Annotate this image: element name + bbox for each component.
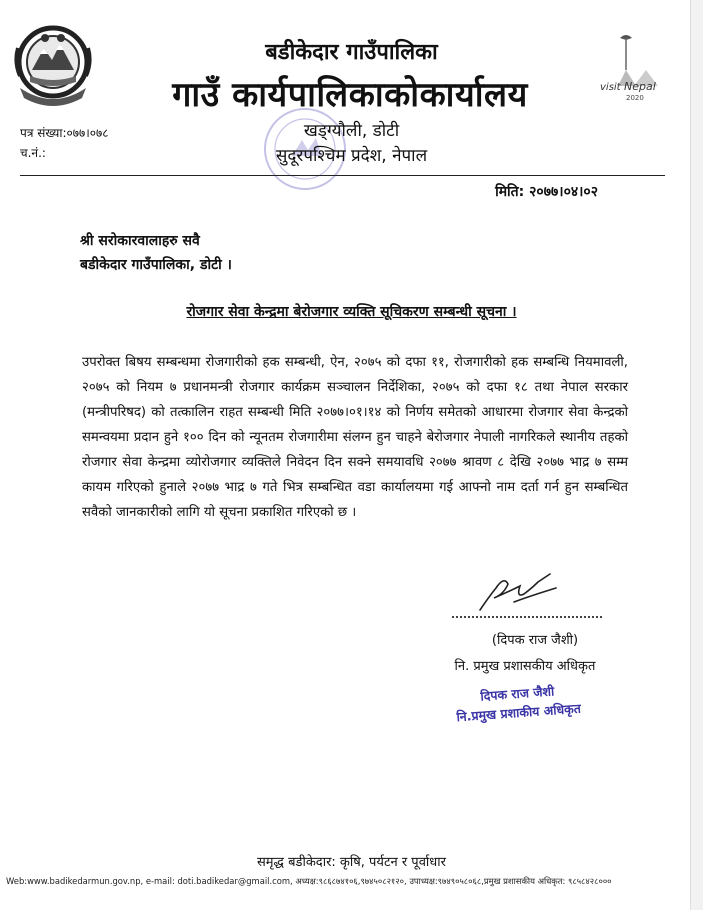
signer-title: नि. प्रमुख प्रशासकीय अधिकृत (454, 659, 596, 674)
dispatch-number: च.नं.: (20, 146, 46, 160)
subject-line (0, 302, 703, 321)
svg-text:visit: visit (600, 82, 621, 93)
reference-number: पत्र संख्या:०७७।०७८ (20, 126, 109, 140)
stamp-name: दिपक राज जैशी (479, 683, 555, 704)
header-divider (20, 175, 665, 176)
footer-contact: Web:www.badikedarmun.gov.np, e-mail: doti.badikedar@gmail.com, अध्यक्ष:९८६८७४१०६,९७४५०८२१२०, उपाध्यक्ष:९७४९०५८०६८,प्रमुख प्रशासकीय अधिकृत: ९८५८४२८००० (6, 876, 612, 886)
svg-text:Nepal: Nepal (624, 80, 656, 93)
letter-date: मिति: २०७७।०४।०२ (495, 184, 598, 200)
address-line-2: सुदूरपश्चिम प्रदेश, नेपाल (275, 146, 428, 166)
office-title: गाउँ कार्यपालिकाकोकार्यालय (172, 75, 528, 115)
stamp-title: नि.प्रमुख प्रशाकीय अधिकृत (455, 700, 582, 725)
subject-text: रोजगार सेवा केन्द्रमा बेरोजगार व्यक्ति सूचिकरण सम्बन्धी सूचना । (186, 304, 517, 320)
address-line-1: खड्ग्यौली, डोटी (303, 121, 400, 141)
svg-text:2020: 2020 (626, 94, 644, 102)
recipient-line-2: बडीकेदार गाउँपालिका, डोटी । (80, 257, 232, 273)
name-stamp (447, 679, 589, 727)
letter-body: उपरोक्त बिषय सम्बन्धमा रोजगारीको हक सम्बन्धी, ऐन, २०७५ को दफा ११, रोजगारीको हक सम्बन्धि नियमावली, २०७५ को नियम ७ प्रधानमन्त्री रोजगार कार्यक्रम सञ्चालन निर्देशिका, २०७५ को दफा १८ तथा नेपाल सरकार (मन्त्रीपरिषद) को तत्कालिन राहत सम्बन्धी मिति २०७७।०१।१४ को निर्णय समेतको आधारमा रोजगार सेवा केन्द्रको समन्वयमा प्रदान हुने १०० दिन को न्यूनतम रोजगारीमा संलग्न हुन चाहने बेरोजगार नेपाली नागरिकले स्थानीय तहको रोजगार सेवा केन्द्रमा व्योरोजगार व्यक्तिले निवेदन दिन सक्ने समयावधि २०७७ श्रावण ८ देखि २०७७ भाद्र ७ सम्म कायम गरिएको हुनाले २०७७ भाद्र ७ गते भित्र सम्बन्धित वडा कार्यालयमा गई आफ्नो नाम दर्ता गर्न हुन सम्बन्धित सवैको जानकारीको लागि यो सूचना प्रकाशित गरिएको छ । (82, 355, 628, 520)
signature-dotted-line (452, 616, 602, 618)
footer-tagline: समृद्ध बडीकेदार: कृषि, पर्यटन र पूर्वाधार (257, 855, 446, 870)
recipient-line-1: श्री सरोकारवालाहरु सवै (80, 233, 200, 249)
signer-name: (दिपक राज जैशी) (491, 633, 579, 648)
org-name: बडीकेदार गाउँपालिका (265, 40, 438, 65)
handwritten-signature (474, 568, 560, 618)
